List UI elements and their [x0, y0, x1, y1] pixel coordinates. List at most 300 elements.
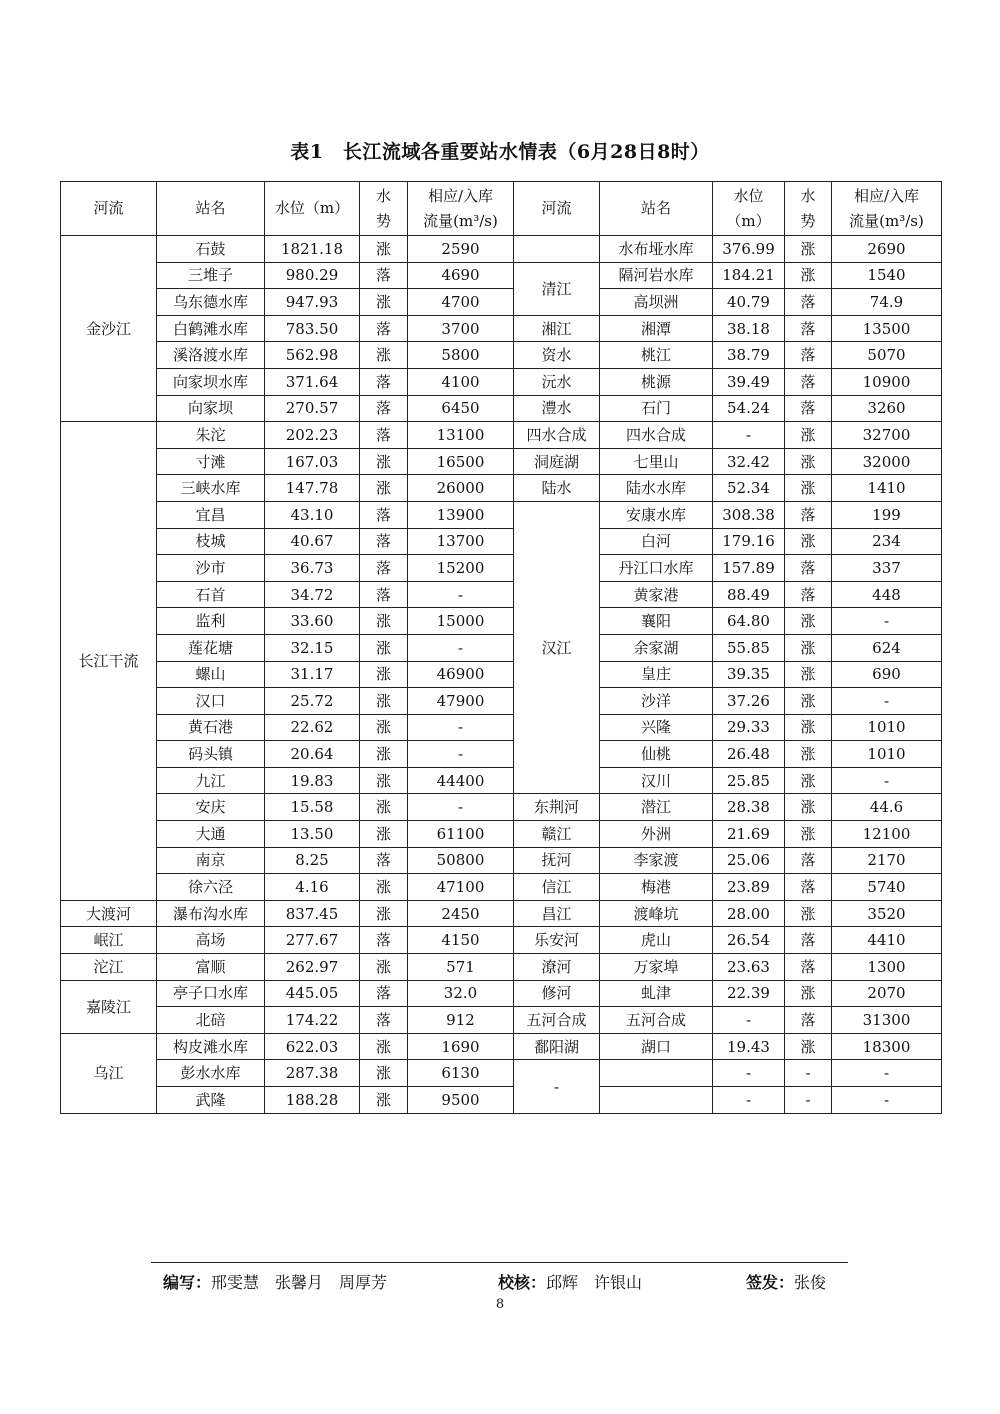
water-trend: 涨: [360, 688, 408, 715]
river-name: 四水合成: [514, 422, 600, 449]
table-row: [61, 501, 942, 528]
table-row: [61, 475, 942, 502]
water-level: 262.97: [265, 954, 360, 981]
water-level: 40.79: [713, 289, 785, 316]
water-trend: 落: [360, 528, 408, 555]
flow-rate: 1690: [408, 1033, 514, 1060]
water-level: 88.49: [713, 581, 785, 608]
table-row: [61, 1060, 942, 1087]
flow-rate: 6450: [408, 395, 514, 422]
header-flow: [408, 182, 514, 236]
water-level: 52.34: [713, 475, 785, 502]
water-level: 19.43: [713, 1033, 785, 1060]
station-name: 大通: [157, 821, 265, 848]
flow-rate: 32700: [832, 422, 942, 449]
water-level: -: [713, 422, 785, 449]
water-level: 33.60: [265, 608, 360, 635]
water-trend: 落: [785, 368, 832, 395]
header-level: 水位（m）: [265, 182, 360, 236]
water-level: 25.06: [713, 847, 785, 874]
table-row: [61, 954, 942, 981]
water-trend: 落: [785, 342, 832, 369]
river-name: 嘉陵江: [61, 980, 157, 1033]
station-name: 丹江口水库: [600, 555, 713, 582]
water-trend: 落: [785, 395, 832, 422]
flow-rate: 61100: [408, 821, 514, 848]
water-trend: 落: [360, 395, 408, 422]
river-name: 金沙江: [61, 236, 157, 422]
station-name: 黄石港: [157, 714, 265, 741]
flow-rate: 1300: [832, 954, 942, 981]
flow-rate: 337: [832, 555, 942, 582]
water-trend: 涨: [785, 608, 832, 635]
station-name: 皇庄: [600, 661, 713, 688]
page-title: 表1 长江流域各重要站水情表（6月28日8时）: [290, 141, 710, 163]
water-level: 277.67: [265, 927, 360, 954]
river-name: 沅水: [514, 368, 600, 395]
flow-rate: 13100: [408, 422, 514, 449]
flow-rate: 13500: [832, 315, 942, 342]
station-name: 瀑布沟水库: [157, 900, 265, 927]
station-name: 桃江: [600, 342, 713, 369]
water-level: 29.33: [713, 714, 785, 741]
water-level: 26.54: [713, 927, 785, 954]
table-row: [61, 1033, 942, 1060]
river-name: 陆水: [514, 475, 600, 502]
header-flow-line2: 流量(m³/s): [423, 211, 498, 230]
river-name: 赣江: [514, 821, 600, 848]
water-trend: -: [785, 1060, 832, 1087]
water-trend: 落: [785, 954, 832, 981]
flow-rate: 10900: [832, 368, 942, 395]
header-trend-line2: 势: [800, 211, 816, 230]
river-name: 清江: [514, 262, 600, 315]
water-trend: 落: [785, 1007, 832, 1034]
water-trend: 涨: [785, 821, 832, 848]
station-name: 彭水水库: [157, 1060, 265, 1087]
station-name: 黄家港: [600, 581, 713, 608]
river-name: -: [514, 1060, 600, 1113]
water-trend: 涨: [360, 767, 408, 794]
checker-label: 校核：: [498, 1273, 547, 1292]
station-name: 乌东德水库: [157, 289, 265, 316]
water-trend: 落: [360, 1007, 408, 1034]
station-name: 枝城: [157, 528, 265, 555]
station-name: 襄阳: [600, 608, 713, 635]
water-trend: 涨: [785, 236, 832, 263]
header-trend-line2: 势: [375, 211, 391, 230]
water-trend: 落: [360, 501, 408, 528]
water-trend: 涨: [785, 528, 832, 555]
water-level: 37.26: [713, 688, 785, 715]
table-row: [61, 634, 942, 661]
water-trend: 涨: [360, 1033, 408, 1060]
station-name: 安康水库: [600, 501, 713, 528]
flow-rate: 5070: [832, 342, 942, 369]
water-trend: 落: [785, 289, 832, 316]
station-name: 构皮滩水库: [157, 1033, 265, 1060]
flow-rate: 6130: [408, 1060, 514, 1087]
header-level-line2: （m）: [726, 211, 771, 230]
header-row: [61, 182, 942, 236]
water-level: 980.29: [265, 262, 360, 289]
header-flow-line1: 相应/入库: [427, 186, 494, 205]
flow-rate: 4690: [408, 262, 514, 289]
water-trend: 落: [360, 315, 408, 342]
flow-rate: 16500: [408, 448, 514, 475]
water-level: 562.98: [265, 342, 360, 369]
signer-label: 签发：: [746, 1273, 795, 1292]
flow-rate: 3260: [832, 395, 942, 422]
water-level: -: [713, 1007, 785, 1034]
river-name: 乐安河: [514, 927, 600, 954]
water-level: 32.15: [265, 634, 360, 661]
station-name: 寸滩: [157, 448, 265, 475]
table-row: [61, 874, 942, 901]
header-trend: [785, 182, 832, 236]
water-level: 15.58: [265, 794, 360, 821]
river-name: 资水: [514, 342, 600, 369]
flow-rate: 1540: [832, 262, 942, 289]
table-row: [61, 315, 942, 342]
station-name: 渡峰坑: [600, 900, 713, 927]
station-name: 沙市: [157, 555, 265, 582]
flow-rate: -: [408, 634, 514, 661]
table-row: [61, 581, 942, 608]
station-name: 白河: [600, 528, 713, 555]
header-flow-line2: 流量(m³/s): [849, 211, 924, 230]
water-trend: 涨: [360, 900, 408, 927]
river-name: 沱江: [61, 954, 157, 981]
flow-rate: 74.9: [832, 289, 942, 316]
station-name: 汉川: [600, 767, 713, 794]
flow-rate: 46900: [408, 661, 514, 688]
water-trend: 涨: [360, 874, 408, 901]
table-row: [61, 794, 942, 821]
flow-rate: 2690: [832, 236, 942, 263]
flow-rate: -: [832, 767, 942, 794]
river-name: 潦河: [514, 954, 600, 981]
flow-rate: 13900: [408, 501, 514, 528]
station-name: 三峡水库: [157, 475, 265, 502]
water-level: 21.69: [713, 821, 785, 848]
flow-rate: 50800: [408, 847, 514, 874]
water-trend: 涨: [360, 342, 408, 369]
water-level: 4.16: [265, 874, 360, 901]
river-name: 信江: [514, 874, 600, 901]
water-level: 23.89: [713, 874, 785, 901]
station-name: 石门: [600, 395, 713, 422]
river-name: 澧水: [514, 395, 600, 422]
water-trend: 涨: [360, 448, 408, 475]
table-row: [61, 821, 942, 848]
water-trend: 涨: [360, 714, 408, 741]
water-level: 8.25: [265, 847, 360, 874]
flow-rate: 448: [832, 581, 942, 608]
water-level: 947.93: [265, 289, 360, 316]
water-level: 40.67: [265, 528, 360, 555]
flow-rate: -: [832, 1060, 942, 1087]
water-trend: 涨: [785, 262, 832, 289]
station-name: 隔河岩水库: [600, 262, 713, 289]
station-name: 溪洛渡水库: [157, 342, 265, 369]
table-row: [61, 395, 942, 422]
table-row: [61, 262, 942, 289]
station-name: 向家坝: [157, 395, 265, 422]
table-row: [61, 422, 942, 449]
header-flow: [832, 182, 942, 236]
table-row: [61, 555, 942, 582]
flow-rate: 9500: [408, 1087, 514, 1114]
flow-rate: 1410: [832, 475, 942, 502]
header-trend-line1: 水: [800, 186, 816, 205]
flow-rate: 13700: [408, 528, 514, 555]
water-level: 34.72: [265, 581, 360, 608]
flow-rate: 2070: [832, 980, 942, 1007]
water-trend: 涨: [360, 741, 408, 768]
station-name: 沙洋: [600, 688, 713, 715]
water-level: 184.21: [713, 262, 785, 289]
station-name: 梅港: [600, 874, 713, 901]
station-name: 湘潭: [600, 315, 713, 342]
river-name: 修河: [514, 980, 600, 1007]
flow-rate: 3700: [408, 315, 514, 342]
flow-rate: 15000: [408, 608, 514, 635]
water-level: 38.79: [713, 342, 785, 369]
water-trend: 涨: [785, 661, 832, 688]
table-row: [61, 688, 942, 715]
water-level: 622.03: [265, 1033, 360, 1060]
station-name: 亭子口水库: [157, 980, 265, 1007]
water-trend: 涨: [360, 289, 408, 316]
water-level: 157.89: [713, 555, 785, 582]
flow-rate: -: [408, 581, 514, 608]
station-name: 螺山: [157, 661, 265, 688]
table-row: [61, 528, 942, 555]
flow-rate: 2170: [832, 847, 942, 874]
water-trend: 落: [360, 368, 408, 395]
water-level: 32.42: [713, 448, 785, 475]
water-trend: 涨: [360, 821, 408, 848]
station-name: 陆水水库: [600, 475, 713, 502]
water-level: 179.16: [713, 528, 785, 555]
header-station: 站名: [157, 182, 265, 236]
water-trend: 涨: [360, 1087, 408, 1114]
footer-signer: [746, 1270, 826, 1293]
flow-rate: 234: [832, 528, 942, 555]
water-level: 55.85: [713, 634, 785, 661]
water-trend: 落: [360, 927, 408, 954]
water-trend: 落: [785, 555, 832, 582]
station-name: 武隆: [157, 1087, 265, 1114]
water-level: 174.22: [265, 1007, 360, 1034]
flow-rate: 3520: [832, 900, 942, 927]
river-name: [514, 236, 600, 263]
flow-rate: -: [832, 688, 942, 715]
water-level: 64.80: [713, 608, 785, 635]
river-name: 长江干流: [61, 422, 157, 901]
river-name: 乌江: [61, 1033, 157, 1113]
flow-rate: 47900: [408, 688, 514, 715]
water-level: 25.72: [265, 688, 360, 715]
water-level: 270.57: [265, 395, 360, 422]
footer-checkers: [498, 1270, 642, 1293]
water-trend: 涨: [785, 1033, 832, 1060]
station-name: 湖口: [600, 1033, 713, 1060]
river-name: 东荆河: [514, 794, 600, 821]
water-trend: 涨: [785, 634, 832, 661]
water-trend: 涨: [785, 900, 832, 927]
station-name: 宜昌: [157, 501, 265, 528]
water-level: 38.18: [713, 315, 785, 342]
flow-rate: 199: [832, 501, 942, 528]
water-level: 202.23: [265, 422, 360, 449]
flow-rate: 47100: [408, 874, 514, 901]
flow-rate: 31300: [832, 1007, 942, 1034]
station-name: 余家湖: [600, 634, 713, 661]
flow-rate: 26000: [408, 475, 514, 502]
river-name: 湘江: [514, 315, 600, 342]
station-name: 莲花塘: [157, 634, 265, 661]
table-row: [61, 1007, 942, 1034]
water-level: 837.45: [265, 900, 360, 927]
water-level: 22.62: [265, 714, 360, 741]
table-row: [61, 927, 942, 954]
water-level: 25.85: [713, 767, 785, 794]
water-level: -: [713, 1060, 785, 1087]
water-trend: 涨: [360, 794, 408, 821]
table-row: [61, 741, 942, 768]
flow-rate: 44400: [408, 767, 514, 794]
flow-rate: 15200: [408, 555, 514, 582]
water-level: 26.48: [713, 741, 785, 768]
water-trend: 落: [360, 422, 408, 449]
water-trend: 涨: [785, 980, 832, 1007]
river-name: 大渡河: [61, 900, 157, 927]
water-trend: 涨: [360, 1060, 408, 1087]
water-level: 43.10: [265, 501, 360, 528]
table-row: [61, 900, 942, 927]
river-name: 五河合成: [514, 1007, 600, 1034]
water-level: 13.50: [265, 821, 360, 848]
flow-rate: 4410: [832, 927, 942, 954]
water-trend: 涨: [360, 475, 408, 502]
water-level: 19.83: [265, 767, 360, 794]
header-river: 河流: [61, 182, 157, 236]
water-trend: 落: [785, 581, 832, 608]
editor-names: 邢雯慧 张馨月 周厚芳: [211, 1273, 388, 1292]
water-trend: 落: [360, 581, 408, 608]
water-level-table: [60, 181, 942, 1114]
flow-rate: 2450: [408, 900, 514, 927]
flow-rate: 12100: [832, 821, 942, 848]
water-level: 167.03: [265, 448, 360, 475]
water-trend: 落: [360, 847, 408, 874]
signer-name: 张俊: [794, 1273, 827, 1292]
station-name: 北碚: [157, 1007, 265, 1034]
station-name: 朱沱: [157, 422, 265, 449]
water-trend: 涨: [785, 714, 832, 741]
water-trend: 落: [785, 847, 832, 874]
station-name: 高场: [157, 927, 265, 954]
table-row: [61, 767, 942, 794]
water-level: 20.64: [265, 741, 360, 768]
water-trend: 落: [360, 980, 408, 1007]
river-name: 鄱阳湖: [514, 1033, 600, 1060]
river-name: 昌江: [514, 900, 600, 927]
flow-rate: 5740: [832, 874, 942, 901]
station-name: 七里山: [600, 448, 713, 475]
water-trend: 落: [785, 315, 832, 342]
station-name: 兴隆: [600, 714, 713, 741]
station-name: 码头镇: [157, 741, 265, 768]
table-row: [61, 608, 942, 635]
flow-rate: 5800: [408, 342, 514, 369]
header-level: [713, 182, 785, 236]
flow-rate: 690: [832, 661, 942, 688]
water-trend: 落: [785, 501, 832, 528]
flow-rate: 32.0: [408, 980, 514, 1007]
water-level: 28.00: [713, 900, 785, 927]
station-name: 万家埠: [600, 954, 713, 981]
station-name: 四水合成: [600, 422, 713, 449]
station-name: 白鹤滩水库: [157, 315, 265, 342]
header-flow-line1: 相应/入库: [853, 186, 920, 205]
water-trend: 涨: [360, 236, 408, 263]
water-trend: 涨: [785, 448, 832, 475]
water-level: 22.39: [713, 980, 785, 1007]
water-level: 54.24: [713, 395, 785, 422]
table-row: [61, 236, 942, 263]
header-trend-line1: 水: [375, 186, 391, 205]
station-name: 汉口: [157, 688, 265, 715]
water-level: 287.38: [265, 1060, 360, 1087]
water-level: 23.63: [713, 954, 785, 981]
table-row: [61, 661, 942, 688]
flow-rate: 1010: [832, 714, 942, 741]
water-trend: 落: [360, 262, 408, 289]
header-station: 站名: [600, 182, 713, 236]
water-level: -: [713, 1087, 785, 1114]
water-level: 147.78: [265, 475, 360, 502]
water-level: 36.73: [265, 555, 360, 582]
footer-editors: [163, 1270, 387, 1293]
water-trend: 落: [785, 927, 832, 954]
flow-rate: 32000: [832, 448, 942, 475]
flow-rate: 18300: [832, 1033, 942, 1060]
station-name: 虎山: [600, 927, 713, 954]
water-level: 28.38: [713, 794, 785, 821]
flow-rate: 4700: [408, 289, 514, 316]
water-trend: 涨: [785, 741, 832, 768]
station-name: 水布垭水库: [600, 236, 713, 263]
station-name: 南京: [157, 847, 265, 874]
river-name: 洞庭湖: [514, 448, 600, 475]
water-trend: 涨: [785, 794, 832, 821]
water-level: 376.99: [713, 236, 785, 263]
station-name: 石首: [157, 581, 265, 608]
station-name: 石鼓: [157, 236, 265, 263]
flow-rate: 1010: [832, 741, 942, 768]
page-number: 8: [495, 1297, 505, 1312]
footer-rule: [151, 1262, 848, 1263]
station-name: 虬津: [600, 980, 713, 1007]
station-name: 李家渡: [600, 847, 713, 874]
water-trend: 落: [360, 555, 408, 582]
header-level-line1: 水位: [733, 186, 764, 205]
water-level: 39.35: [713, 661, 785, 688]
table-row: [61, 980, 942, 1007]
